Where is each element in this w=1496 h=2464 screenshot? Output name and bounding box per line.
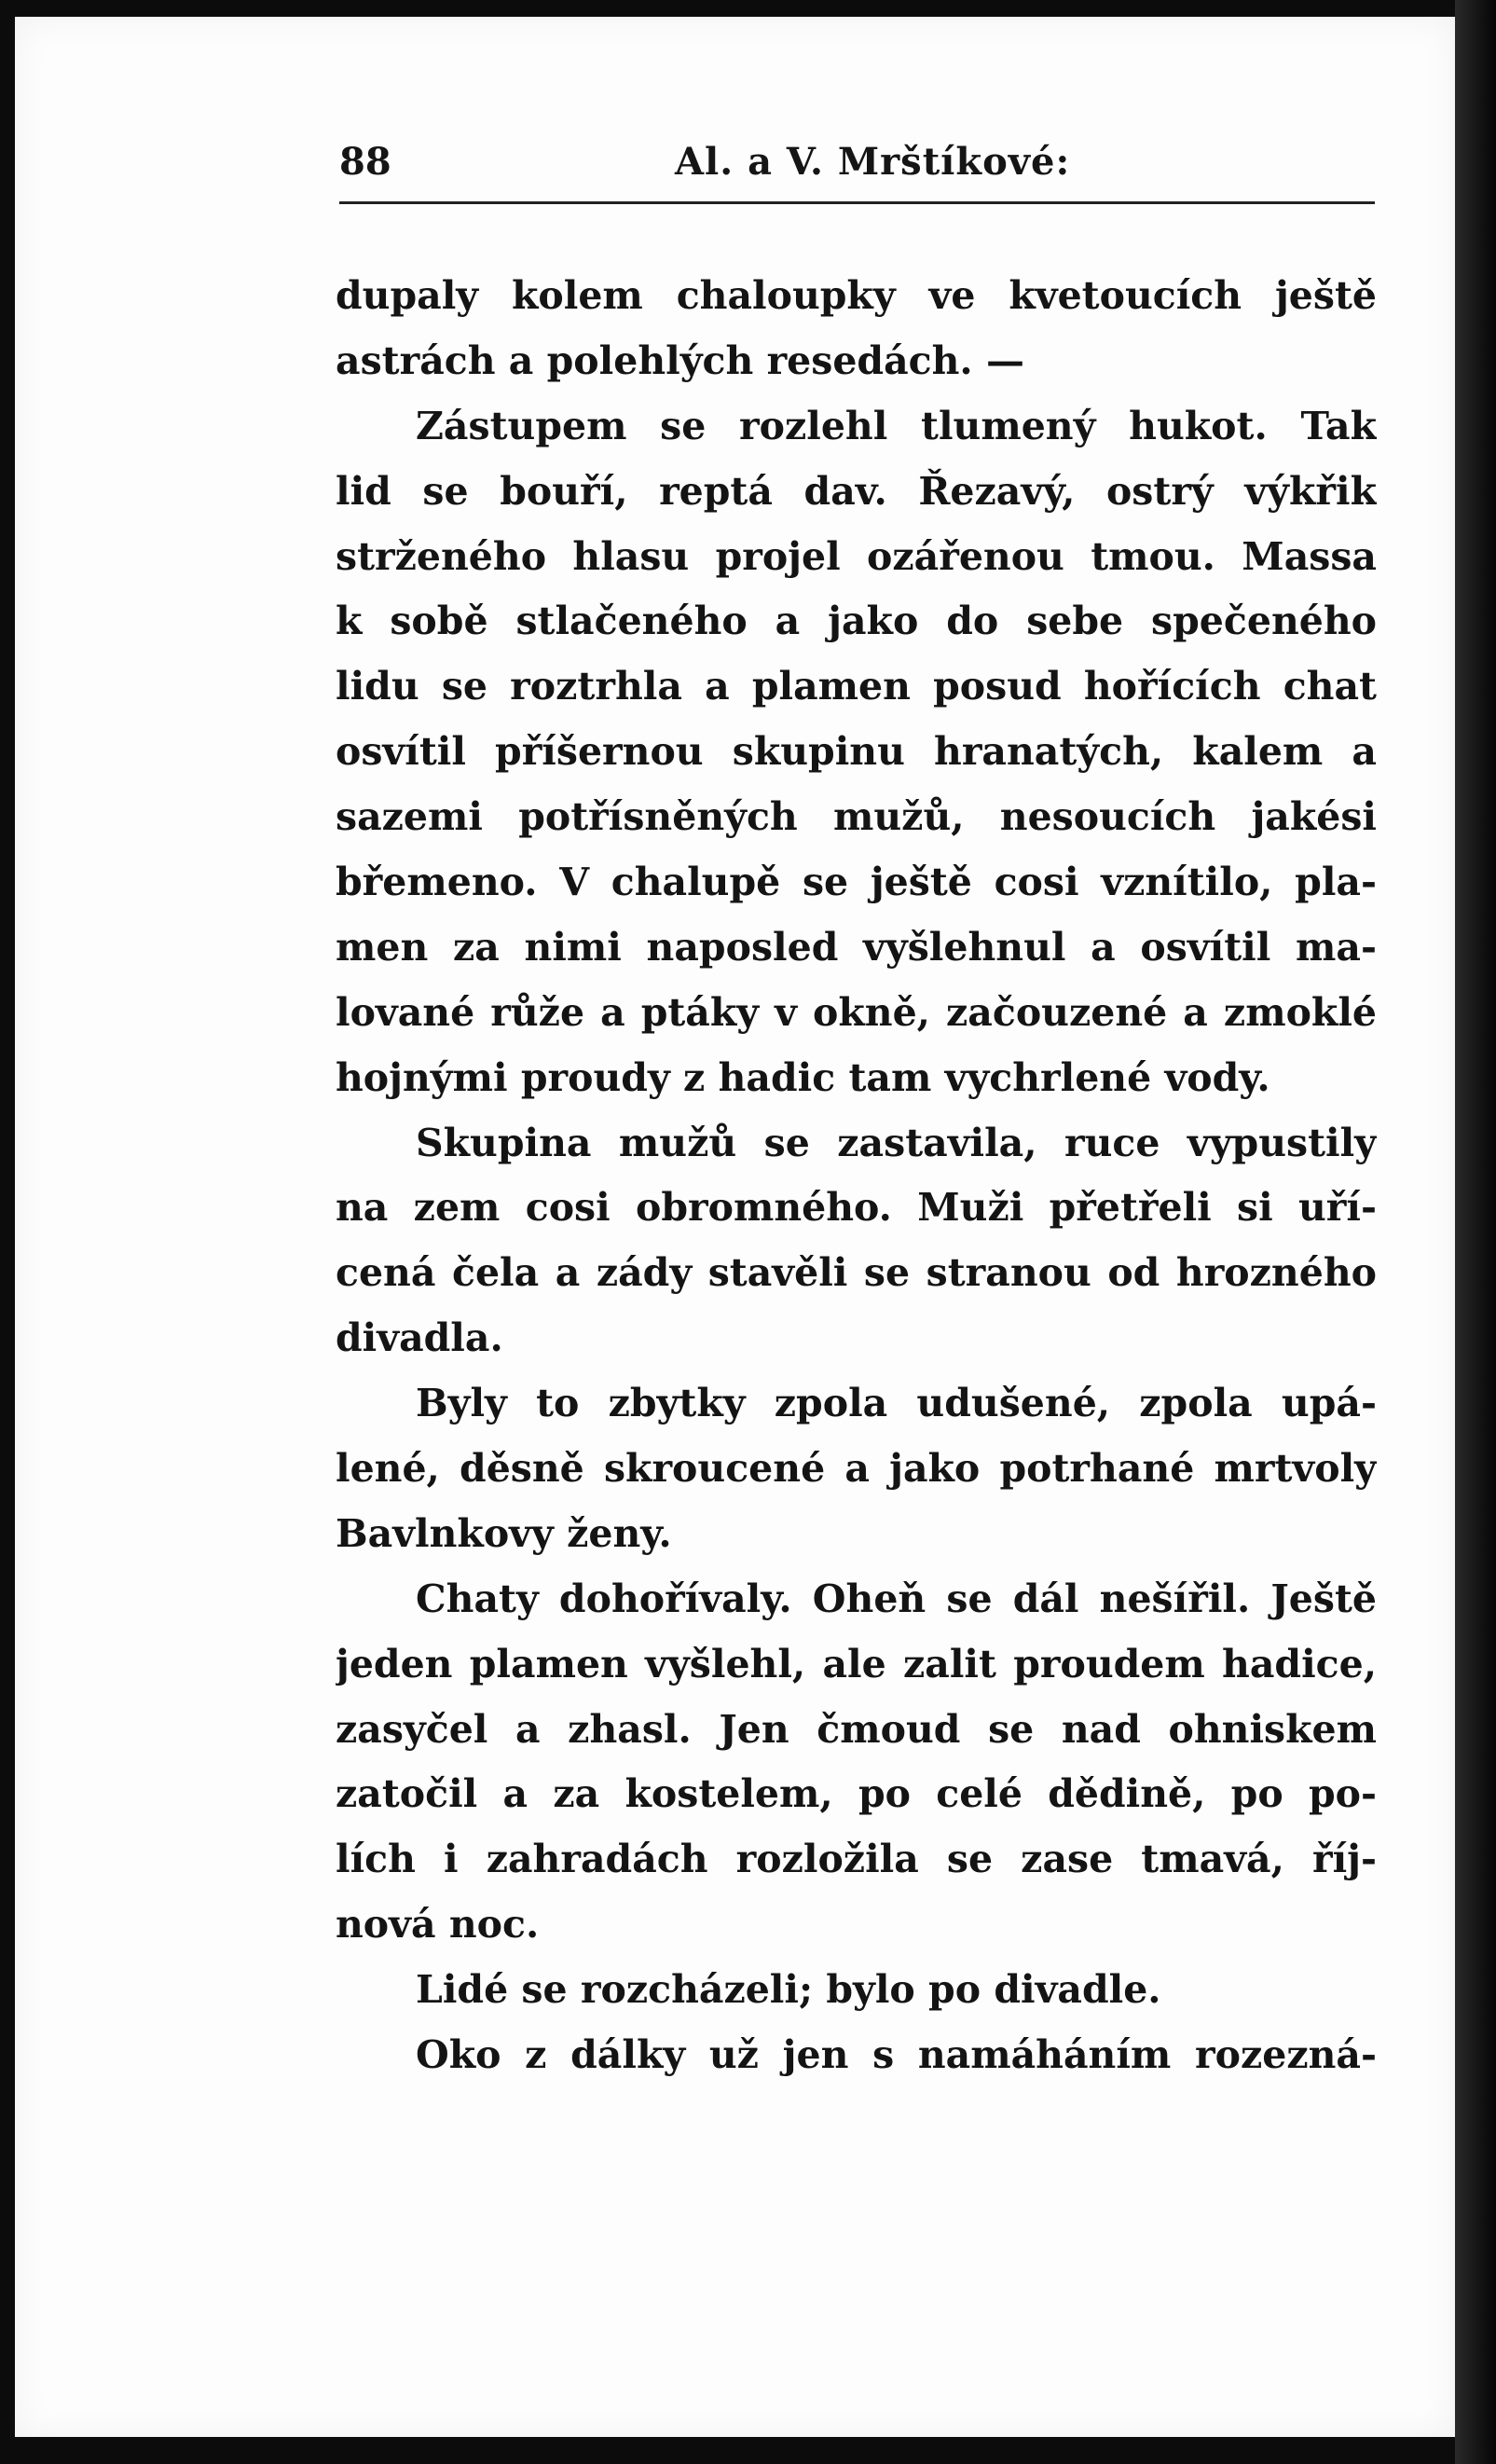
text-line: nová noc.	[336, 1902, 540, 1948]
text-line: Bavlnkovy ženy.	[336, 1510, 672, 1556]
text-line: men za nimi naposled vyšlehnul a osvítil ma-	[336, 924, 1377, 970]
body-text	[336, 264, 1377, 2088]
text-line: dupaly kolem chaloupky ve kvetoucích ještě	[336, 273, 1377, 318]
text-line: Chaty dohořívaly. Oheň se dál nešířil. Ještě	[416, 1576, 1377, 1621]
text-line: břemeno. V chalupě se ještě cosi vznítilo, pla-	[336, 860, 1377, 905]
page-number: 88	[339, 140, 391, 184]
text-line: lované růže a ptáky v okně, začouzené a zmoklé	[336, 989, 1377, 1035]
text-line: lidu se roztrhla a plamen posud hořících chat	[336, 664, 1377, 709]
text-line: cená čela a zády stavěli se stranou od hrozného	[336, 1250, 1377, 1296]
text-line: divadla.	[336, 1315, 503, 1361]
text-line: Lidé se rozcházeli; bylo po divadle.	[416, 1967, 1161, 2013]
text-line: Oko z dálky už jen s namáháním rozezná-	[416, 2032, 1377, 2078]
text-line: k sobě stlačeného a jako do sebe spečeného	[336, 599, 1377, 644]
text-line: astrách a polehlých resedách. —	[336, 337, 1024, 383]
text-line: Skupina mužů se zastavila, ruce vypustily	[416, 1120, 1377, 1165]
text-line: Zástupem se rozlehl tlumený hukot. Tak	[416, 403, 1377, 448]
text-line: zatočil a za kostelem, po celé dědině, po po-	[336, 1771, 1377, 1817]
text-line: osvítil příšernou skupinu hranatých, kalem a	[336, 729, 1377, 775]
text-line: Byly to zbytky zpola udušené, zpola upá-	[416, 1381, 1377, 1426]
text-line: strženého hlasu projel ozářenou tmou. Massa	[336, 533, 1377, 579]
text-line: hojnými proudy z hadic tam vychrlené vody.	[336, 1054, 1270, 1100]
running-head: Al. a V. Mrštíkové:	[675, 140, 1071, 184]
page-header	[339, 140, 1374, 196]
text-line: lené, děsně skroucené a jako potrhané mrtvoly	[336, 1446, 1377, 1492]
text-line: jeden plamen vyšlehl, ale zalit proudem hadice,	[336, 1641, 1377, 1686]
text-line: lid se bouří, reptá dav. Řezavý, ostrý výkřik	[336, 468, 1377, 514]
text-line: na zem cosi obromného. Muži přetřeli si uří-	[336, 1185, 1377, 1231]
text-line: sazemi potřísněných mužů, nesoucích jakési	[336, 794, 1377, 840]
text-line: zasyčel a zhasl. Jen čmoud se nad ohniskem	[336, 1706, 1377, 1752]
page-edge-shadow	[1455, 0, 1496, 2464]
header-rule	[339, 201, 1375, 204]
text-line: lích i zahradách rozložila se zase tmavá, říj-	[336, 1837, 1377, 1882]
